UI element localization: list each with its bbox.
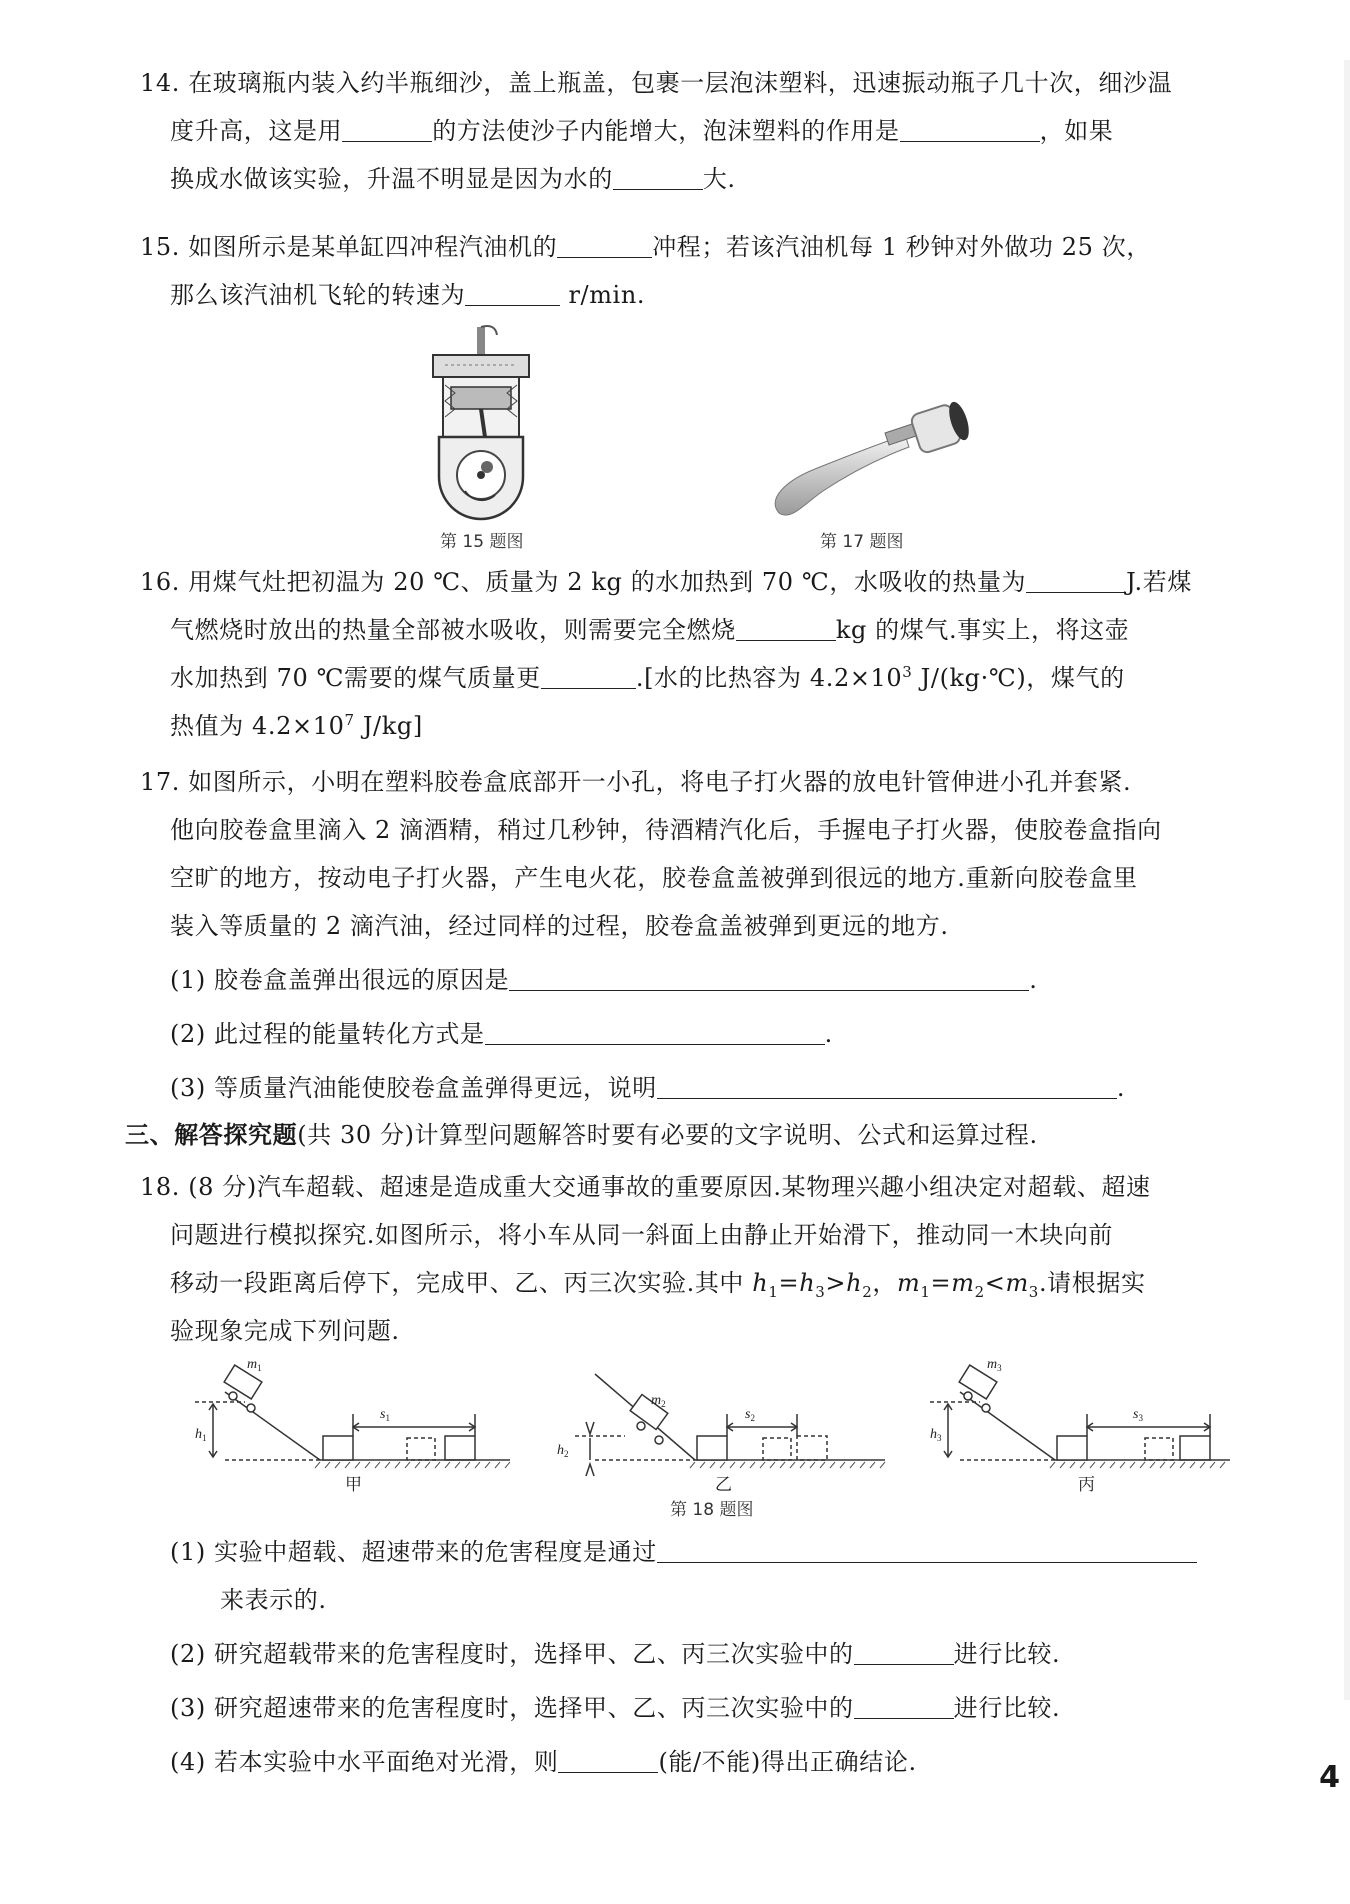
q16-text: 水加热到 70 ℃需要的煤气质量更 [170, 664, 541, 692]
period: . [1029, 966, 1038, 994]
label-s3: $s_3$ [1133, 1407, 1143, 1423]
label-m2: $m_2$ [651, 1393, 666, 1409]
q15-blank-2[interactable] [465, 283, 560, 306]
q18-sub-text: (3) 研究超速带来的危害程度时，选择甲、乙、丙三次实验中的 [170, 1694, 854, 1722]
q16-blank-1[interactable] [1026, 570, 1126, 593]
q17-line2: 他向胶卷盒里滴入 2 滴酒精，稍过几秒钟，待酒精汽化后，手握电子打火器，使胶卷盒指向 [170, 816, 1162, 844]
q18-line3 [170, 1266, 1146, 1300]
q14-blank-2[interactable] [900, 119, 1040, 142]
q16-text: 16. 用煤气灶把初温为 20 ℃、质量为 2 kg 的水加热到 70 ℃，水吸收的热量为 [140, 568, 1027, 596]
q15-blank-1[interactable] [557, 235, 652, 258]
q16-line3 [170, 661, 1125, 695]
q17-sub2 [170, 1017, 833, 1051]
q14-text: 的方法使沙子内能增大，泡沫塑料的作用是 [432, 117, 900, 145]
q16-text: 气燃烧时放出的热量全部被水吸收，则需要完全燃烧 [170, 616, 736, 644]
q16-text: kg 的煤气.事实上，将这壶 [835, 616, 1130, 644]
q18-sub3 [170, 1691, 1060, 1725]
page-number: 4 [1319, 1760, 1340, 1795]
q17-sub-text: (1) 胶卷盒盖弹出很远的原因是 [170, 966, 510, 994]
q18-text: 移动一段距离后停下，完成甲、乙、丙三次实验.其中 [170, 1269, 745, 1297]
q14-line1: 14. 在玻璃瓶内装入约半瓶细沙，盖上瓶盖，包裹一层泡沫塑料，迅速振动瓶子几十次，细沙温 [140, 69, 1173, 97]
q18-sub-text: 进行比较. [953, 1640, 1061, 1668]
q16-text: J/kg] [354, 712, 423, 740]
q16-text: 热值为 4.2×10 [170, 712, 345, 740]
fig17-caption: 第 17 题图 [820, 532, 904, 552]
q17-blank-1[interactable] [509, 968, 1029, 991]
q18-sub-text: 进行比较. [953, 1694, 1061, 1722]
q15-text: 15. 如图所示是某单缸四冲程汽油机的 [140, 233, 558, 261]
label-bing: 丙 [1078, 1475, 1095, 1494]
q14-line3 [170, 162, 736, 196]
engine-figure [425, 325, 535, 525]
q18-blank-4[interactable] [558, 1750, 658, 1773]
q15-text: 冲程；若该汽油机每 1 秒钟对外做功 25 次， [652, 233, 1151, 261]
label-s2: $s_2$ [745, 1407, 755, 1423]
q17-blank-2[interactable] [485, 1022, 825, 1045]
q17-line4: 装入等质量的 2 滴汽油，经过同样的过程，胶卷盒盖被弹到更远的地方. [170, 912, 949, 940]
period: . [824, 1020, 833, 1048]
q16-line2 [170, 613, 1129, 647]
q16-line4 [170, 709, 423, 743]
label-jia: 甲 [345, 1475, 362, 1494]
q18-blank-1[interactable] [657, 1540, 1197, 1563]
q18-sub4 [170, 1745, 917, 1779]
q18-formula: $h_1=h_3>h_2$，$m_1=m_2<m_3$ [752, 1269, 1039, 1301]
q14-text: 大. [702, 165, 736, 193]
q18-sub-text: (4) 若本实验中水平面绝对光滑，则 [170, 1748, 559, 1776]
q18-sub-text: (2) 研究超载带来的危害程度时，选择甲、乙、丙三次实验中的 [170, 1640, 854, 1668]
q15-line1 [140, 230, 1151, 264]
q18-blank-2[interactable] [854, 1642, 954, 1665]
q14-text: ，如果 [1039, 117, 1114, 145]
q18-line2: 问题进行模拟探究.如图所示，将小车从同一斜面上由静止开始滑下，推动同一木块向前 [170, 1221, 1114, 1249]
q14-text: 度升高，这是用 [170, 117, 343, 145]
q18-sub-text: (1) 实验中超载、超速带来的危害程度是通过 [170, 1538, 657, 1566]
q18-sub1 [170, 1535, 1197, 1569]
label-h3: $h_3$ [930, 1427, 942, 1443]
page-edge-shadow [1344, 60, 1350, 1700]
fig18-caption: 第 18 题图 [670, 1500, 754, 1520]
q17-line3: 空旷的地方，按动电子打火器，产生电火花，胶卷盒盖被弹到很远的地方.重新向胶卷盒里 [170, 864, 1138, 892]
label-yi: 乙 [715, 1475, 732, 1494]
q17-line1: 17. 如图所示，小明在塑料胶卷盒底部开一小孔，将电子打火器的放电针管伸进小孔并套紧. [140, 768, 1132, 796]
lighter-figure [765, 395, 975, 525]
q17-sub3 [170, 1071, 1125, 1105]
q14-blank-1[interactable] [342, 119, 432, 142]
q17-sub-text: (3) 等质量汽油能使胶卷盒盖弹得更远，说明 [170, 1074, 657, 1102]
fig15-caption: 第 15 题图 [440, 532, 524, 552]
exponent: 7 [344, 711, 355, 729]
q18-sub2 [170, 1637, 1060, 1671]
q17-blank-3[interactable] [657, 1076, 1117, 1099]
q14-line2 [170, 114, 1113, 148]
fig18-diagram [185, 1352, 1235, 1502]
q15-line2 [170, 278, 645, 312]
q16-text: .[水的比热容为 4.2×10 [635, 664, 903, 692]
q16-text: J/(kg·℃)，煤气的 [912, 664, 1125, 692]
label-h1: $h_1$ [195, 1427, 207, 1443]
label-m3: $m_3$ [987, 1357, 1002, 1373]
period: . [1116, 1074, 1126, 1102]
label-s1: $s_1$ [380, 1407, 390, 1423]
label-h2: $h_2$ [557, 1443, 569, 1459]
section-detail: (共 30 分)计算型问题解答时要有必要的文字说明、公式和运算过程. [297, 1121, 1038, 1149]
q18-line1: 18. (8 分)汽车超载、超速是造成重大交通事故的重要原因.某物理兴趣小组决定对超载、超速 [140, 1173, 1151, 1201]
exponent: 3 [902, 663, 913, 681]
q18-sub1-cont: 来表示的. [220, 1586, 327, 1614]
q16-blank-2[interactable] [736, 618, 836, 641]
q15-unit: r/min. [568, 281, 646, 309]
q16-text: J.若煤 [1126, 568, 1192, 596]
q18-blank-3[interactable] [854, 1696, 954, 1719]
q17-sub-text: (2) 此过程的能量转化方式是 [170, 1020, 485, 1048]
q17-sub1 [170, 963, 1037, 997]
q14-blank-3[interactable] [613, 167, 703, 190]
q18-text: .请根据实 [1038, 1269, 1146, 1297]
section-title: 三、解答探究题 [125, 1121, 298, 1149]
q16-blank-3[interactable] [541, 666, 636, 689]
section3-heading [125, 1118, 1038, 1152]
label-m1: $m_1$ [247, 1357, 262, 1373]
q18-line4: 验现象完成下列问题. [170, 1317, 400, 1345]
q14-text: 换成水做该实验，升温不明显是因为水的 [170, 165, 613, 193]
q18-sub-text: (能/不能)得出正确结论. [658, 1748, 917, 1776]
q16-line1 [140, 565, 1192, 599]
q15-text: 那么该汽油机飞轮的转速为 [170, 281, 466, 309]
